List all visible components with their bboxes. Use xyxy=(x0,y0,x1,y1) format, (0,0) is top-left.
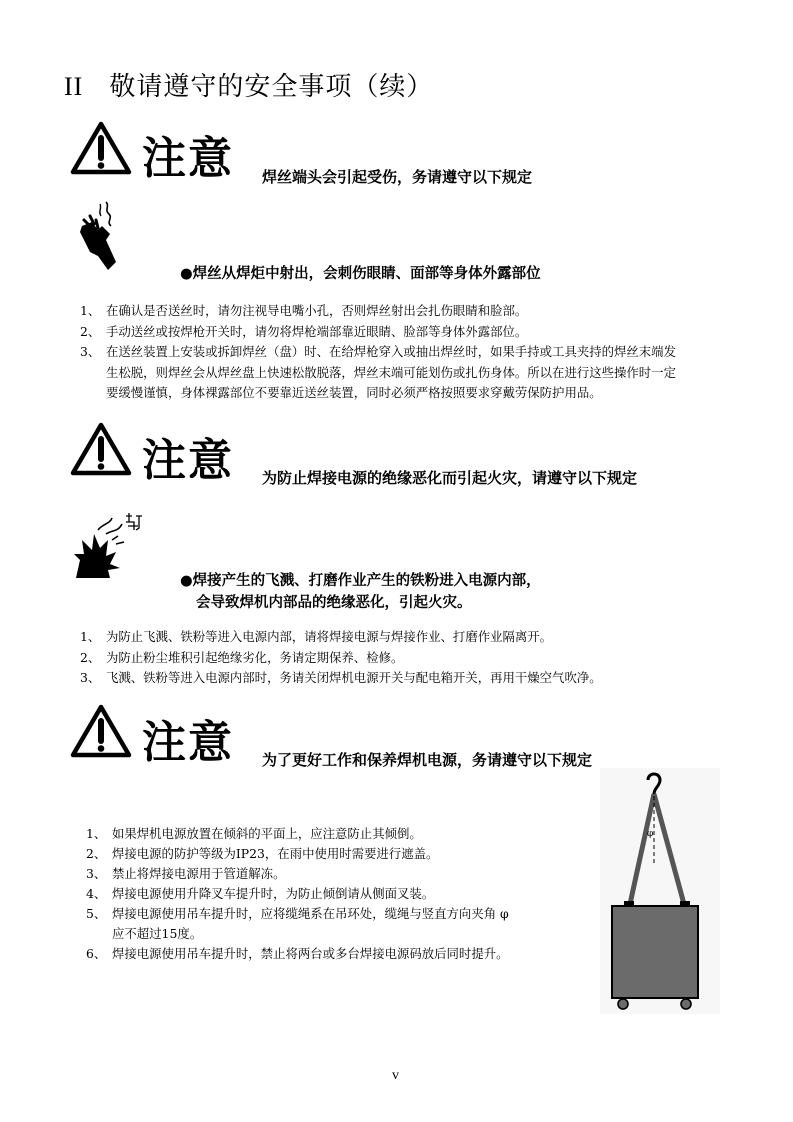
list-number: 5、 xyxy=(86,906,107,921)
list-text: 焊接电源使用吊车提升时，应将缆绳系在吊环处，缆绳与竖直方向夹角 φ xyxy=(112,906,509,921)
list-number: 1、 xyxy=(80,303,101,318)
list-number: 1、 xyxy=(86,826,107,841)
list-number: 2、 xyxy=(86,846,107,861)
list-item xyxy=(86,944,586,964)
rule-list xyxy=(80,627,750,689)
list-item xyxy=(86,884,586,904)
list-text: 禁止将焊接电源用于管道解冻。 xyxy=(112,866,286,881)
list-item xyxy=(80,627,750,648)
rule-list xyxy=(86,824,586,964)
list-number: 3、 xyxy=(80,344,101,359)
hazard-description: ●焊丝从焊炬中射出，会刺伤眼睛、面部等身体外露部位 xyxy=(180,266,541,282)
section-heading: 为防止焊接电源的绝缘恶化而引起火灾，请遵守以下规定 xyxy=(262,469,638,487)
list-number: 6、 xyxy=(86,946,107,961)
section-heading: 焊丝端头会引起受伤，务请遵守以下规定 xyxy=(262,168,533,186)
list-text: 焊接电源的防护等级为IP23，在雨中使用时需要进行遮盖。 xyxy=(112,846,439,861)
caution-label: 注意 xyxy=(142,133,234,184)
angle-symbol: φ xyxy=(647,829,654,839)
crane-lift-icon xyxy=(600,768,720,1014)
list-item xyxy=(80,342,750,404)
hand-wire-icon xyxy=(76,200,124,272)
caution-label: 注意 xyxy=(142,717,234,768)
list-number: 2、 xyxy=(80,649,101,665)
list-item xyxy=(86,824,586,844)
list-text: 生松脱，则焊丝会从焊丝盘上快速松散脱落，焊丝末端可能划伤或扎伤身体。所以在进行这些操作时一定 xyxy=(106,364,676,380)
list-text: 要缓慢谨慎，身体裸露部位不要靠近送丝装置，同时必须严格按照要求穿戴劳保防护用品。 xyxy=(106,385,602,400)
fire-spark-icon xyxy=(72,510,144,580)
warning-triangle-icon xyxy=(70,704,132,758)
section-roman-numeral: II xyxy=(64,72,84,101)
warning-triangle-icon xyxy=(70,422,132,476)
list-item xyxy=(86,844,586,864)
caution-label: 注意 xyxy=(142,435,234,486)
list-item xyxy=(86,904,586,944)
page-title xyxy=(64,66,433,103)
list-item xyxy=(80,668,750,689)
list-text: 飞溅、铁粉等进入电源内部时，务请关闭焊机电源开关与配电箱开关，再用干燥空气吹净。 xyxy=(106,670,602,685)
warning-triangle-icon xyxy=(70,121,132,175)
list-number: 3、 xyxy=(86,866,107,881)
page-title-text: 敬请遵守的安全事项（续） xyxy=(109,72,434,102)
rule-list xyxy=(80,301,750,404)
list-item xyxy=(86,864,586,884)
list-item xyxy=(80,301,750,322)
list-text: 手动送丝或按焊枪开关时，请勿将焊枪端部靠近眼睛、脸部等身体外露部位。 xyxy=(106,323,528,339)
page-number: v xyxy=(392,1068,399,1083)
list-item xyxy=(80,648,750,669)
hazard-description: 会导致焊机内部品的绝缘恶化，引起火灾。 xyxy=(196,595,472,611)
list-text: 应不超过15度。 xyxy=(112,926,203,941)
section-heading: 为了更好工作和保养焊机电源，务请遵守以下规定 xyxy=(262,751,593,769)
list-text: 在送丝装置上安装或拆卸焊丝（盘）时、在给焊枪穿入或抽出焊丝时，如果手持或工具夹持的焊丝末端发 xyxy=(106,344,676,359)
list-item xyxy=(80,322,750,343)
list-text: 为防止粉尘堆积引起绝缘劣化，务请定期保养、检修。 xyxy=(106,649,404,665)
list-text: 为防止飞溅、铁粉等进入电源内部，请将焊接电源与焊接作业、打磨作业隔离开。 xyxy=(106,629,553,644)
list-number: 1、 xyxy=(80,629,101,644)
list-text: 焊接电源使用吊车提升时，禁止将两台或多台焊接电源码放后同时提升。 xyxy=(112,946,509,961)
list-number: 2、 xyxy=(80,323,101,339)
list-text: 如果焊机电源放置在倾斜的平面上，应注意防止其倾倒。 xyxy=(112,826,422,841)
list-text: 焊接电源使用升降叉车提升时，为防止倾倒请从侧面叉装。 xyxy=(112,886,435,901)
hazard-description: ●焊接产生的飞溅、打磨作业产生的铁粉进入电源内部， xyxy=(180,573,541,589)
list-number: 4、 xyxy=(86,886,107,901)
list-text: 在确认是否送丝时，请勿注视导电嘴小孔，否则焊丝射出会扎伤眼睛和脸部。 xyxy=(106,303,528,318)
list-number: 3、 xyxy=(80,670,101,685)
